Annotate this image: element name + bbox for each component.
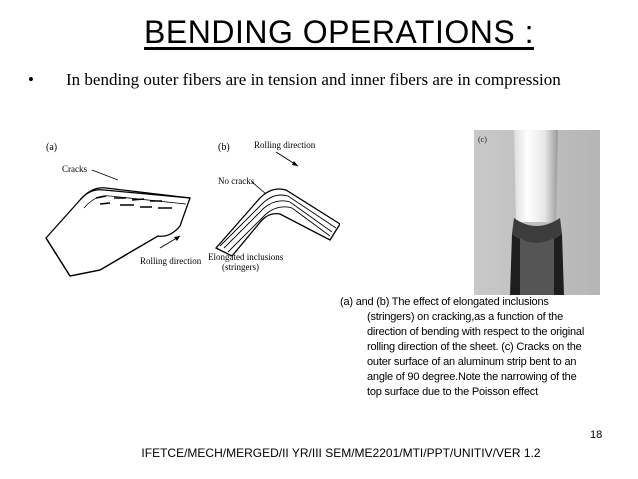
caption-line: angle of 90 degree.Note the narrowing of the <box>367 371 577 383</box>
caption-line: top surface due to the Poisson effect <box>367 386 538 398</box>
panel-b-no-cracks-label: No cracks <box>218 176 255 186</box>
panel-b-label: (b) <box>218 142 230 153</box>
caption-line: (a) and (b) The effect of elongated inclusions <box>340 296 549 308</box>
panel-c-label: (c) <box>478 135 487 144</box>
caption-line: direction of bending with respect to the original <box>367 326 585 338</box>
caption-line: rolling direction of the sheet. (c) Cracks on the <box>367 341 582 353</box>
panel-a-drawing <box>46 142 202 276</box>
panel-b-drawing <box>208 140 340 272</box>
panel-a-rolling-label: Rolling direction <box>140 256 202 266</box>
bending-figure-drawings <box>40 128 340 288</box>
panel-a-label: (a) <box>46 142 58 153</box>
bullet-item <box>28 70 588 90</box>
slide-footer: IFETCE/MECH/MERGED/II YR/III SEM/ME2201/MTI/PPT/UNITIV/VER 1.2 <box>141 446 541 460</box>
panel-b-stringers-label: (stringers) <box>222 262 259 272</box>
panel-a-cracks-label: Cracks <box>62 164 87 174</box>
caption-line: outer surface of an aluminum strip bent to an <box>367 356 577 368</box>
aluminum-strip-photo <box>474 130 600 295</box>
panel-b-inclusions-label: Elongated inclusions <box>208 252 284 262</box>
caption-line: (stringers) on cracking,as a function of the <box>367 311 564 323</box>
slide-title: BENDING OPERATIONS : <box>144 14 534 50</box>
panel-b-rolling-label: Rolling direction <box>254 140 316 150</box>
page-number: 18 <box>590 429 603 441</box>
bullet-text: In bending outer fibers are in tension and inner fibers are in compression <box>66 70 561 89</box>
bullet-marker: • <box>28 70 34 89</box>
figure-caption <box>340 295 610 400</box>
